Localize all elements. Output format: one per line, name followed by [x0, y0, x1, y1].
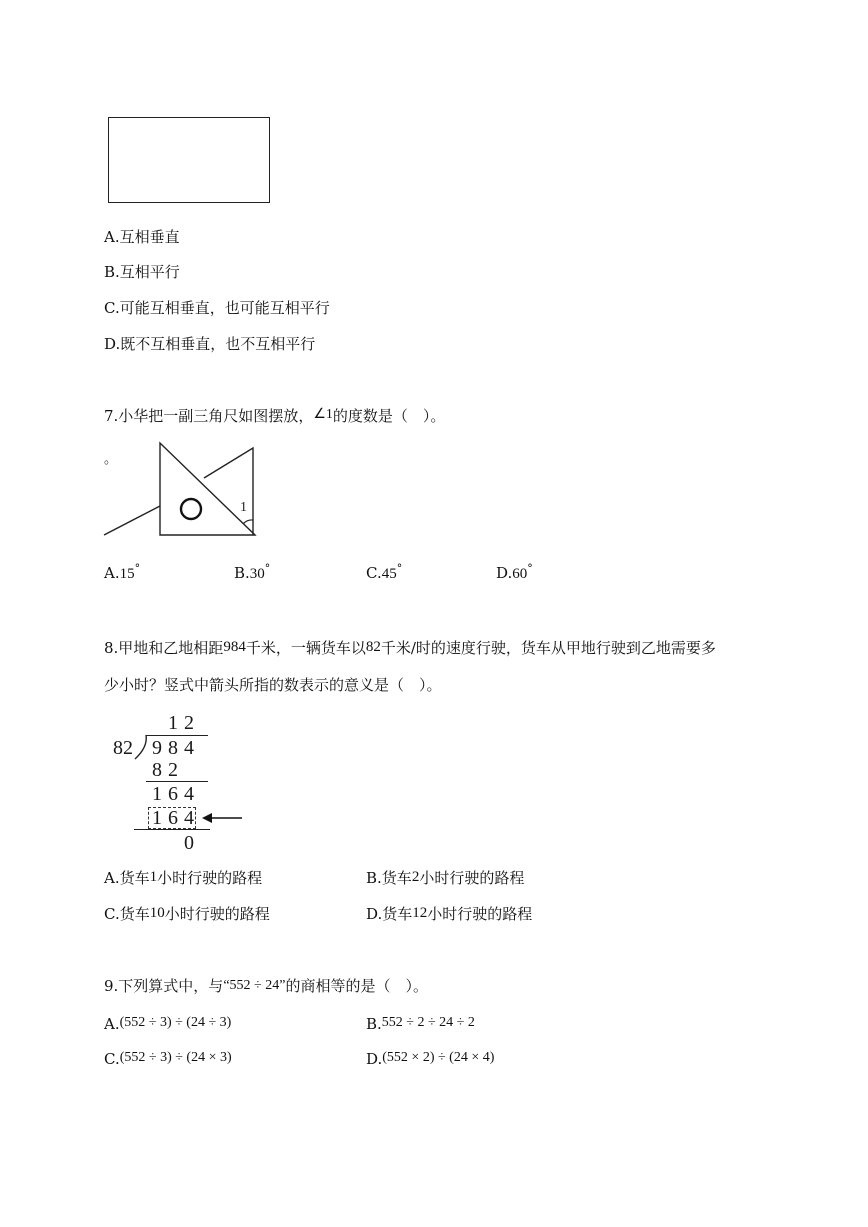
product-digit: 8 [152, 759, 162, 781]
q8-stem-line2: 少小时？竖式中箭头所指的数表示的意义是（ ）。 [104, 676, 442, 694]
highlighted-digit: 4 [184, 807, 194, 829]
angle-1-label: 1 [240, 500, 247, 515]
quotient-digit: 1 [168, 712, 178, 734]
dividend-digit: 8 [168, 737, 178, 759]
q7-option-d[interactable]: D.60° [496, 562, 533, 582]
dividend-digit: 4 [184, 737, 194, 759]
remainder: 0 [184, 832, 194, 854]
q8-option-c[interactable]: C.货车10小时行驶的路程 [104, 905, 270, 923]
rectangle-figure [108, 117, 270, 203]
q9-option-a[interactable]: A.(552 ÷ 3) ÷ (24 ÷ 3) [104, 1015, 232, 1033]
highlighted-digit: 1 [152, 807, 162, 829]
angle-arc [243, 520, 253, 524]
highlighted-digit: 6 [168, 807, 178, 829]
q6-option-b[interactable]: B.互相平行 [104, 263, 180, 281]
q6-option-d[interactable]: D.既不互相垂直，也不互相平行 [104, 335, 316, 353]
left-ruler-edge [104, 506, 160, 535]
q7-option-b[interactable]: B.30° [234, 562, 271, 582]
q8-option-b[interactable]: B.货车2小时行驶的路程 [366, 869, 525, 887]
division-bracket [133, 733, 149, 761]
division-bar [146, 735, 208, 736]
partial-digit: 6 [168, 783, 178, 805]
set-square-45 [160, 443, 255, 535]
q6-option-a[interactable]: A.互相垂直 [104, 228, 180, 246]
subtraction-line [146, 781, 208, 782]
q6-option-c[interactable]: C.可能互相垂直，也可能互相平行 [104, 299, 330, 317]
q7-stem: 7.小华把一副三角尺如图摆放，∠1的度数是（ ）。 [104, 407, 446, 425]
subtraction-line [134, 829, 210, 830]
q7-option-a[interactable]: A.15° [104, 562, 141, 582]
quotient-digit: 2 [184, 712, 194, 734]
q9-option-c[interactable]: C.(552 ÷ 3) ÷ (24 × 3) [104, 1050, 232, 1068]
partial-digit: 1 [152, 783, 162, 805]
figure-dot: 。 [104, 452, 118, 467]
q9-option-d[interactable]: D.(552 × 2) ÷ (24 × 4) [366, 1050, 495, 1068]
q7-option-c[interactable]: C.45° [366, 562, 403, 582]
q8-option-a[interactable]: A.货车1小时行驶的路程 [104, 869, 263, 887]
angle-label: ∠1 [313, 407, 333, 422]
triangle-rulers-figure [100, 440, 265, 540]
divisor: 82 [113, 737, 133, 759]
arrow-left-icon [200, 810, 244, 826]
q8-option-d[interactable]: D.货车12小时行驶的路程 [366, 905, 533, 923]
dividend-digit: 9 [152, 737, 162, 759]
q8-stem-line1: 8.甲地和乙地相距984千米，一辆货车以82千米/时的速度行驶，货车从甲地行驶到乙地需要多 [104, 639, 716, 657]
q9-stem: 9.下列算式中，与“552 ÷ 24”的商相等的是（ ）。 [104, 977, 428, 995]
partial-digit: 4 [184, 783, 194, 805]
product-digit: 2 [168, 759, 178, 781]
ruler-hole [181, 499, 201, 519]
q9-option-b[interactable]: B.552 ÷ 2 ÷ 24 ÷ 2 [366, 1015, 475, 1033]
